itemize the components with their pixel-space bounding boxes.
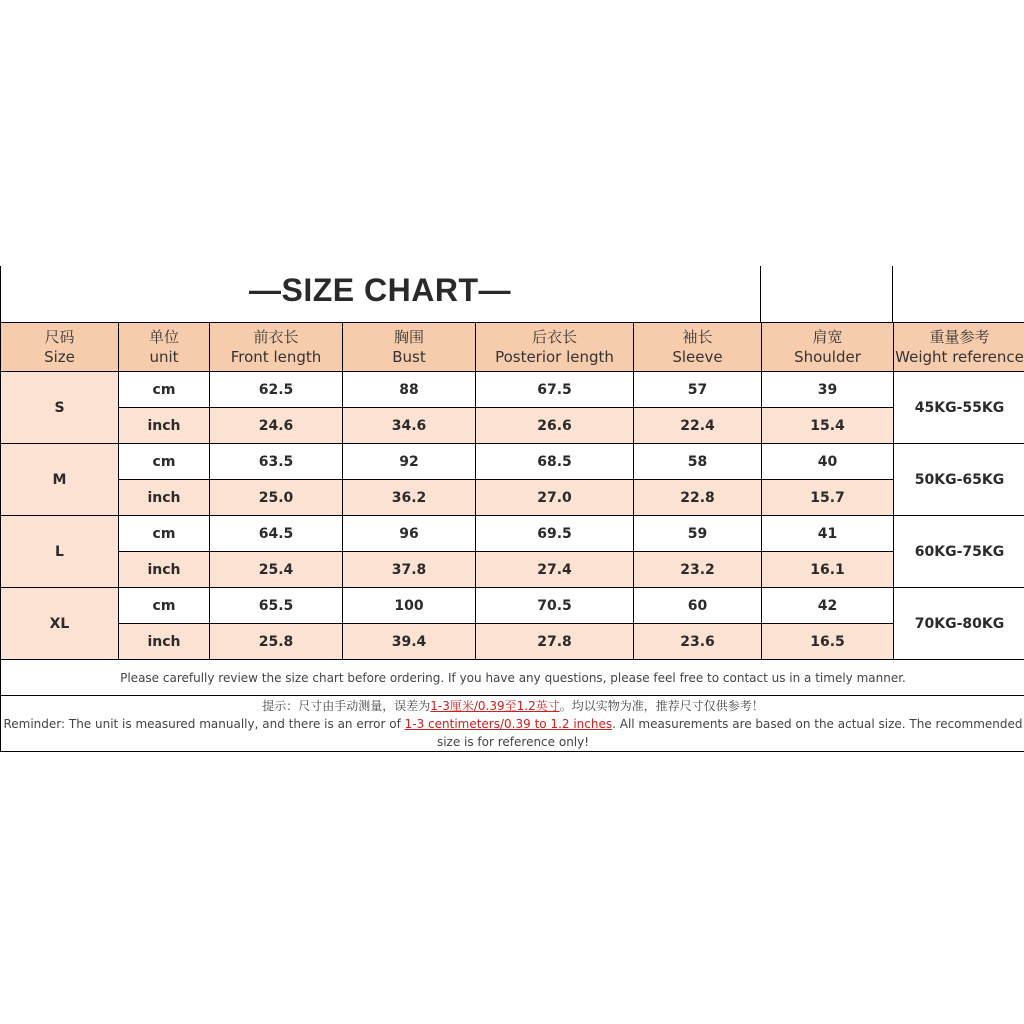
- table-row: [1, 444, 1024, 480]
- table-row: [1, 624, 1024, 660]
- shoulder-value: 39: [762, 372, 894, 408]
- weight-reference-value: 45KG-55KG: [894, 372, 1024, 444]
- posterior-value: 27.8: [476, 624, 634, 660]
- size-chart-table: [0, 322, 1024, 752]
- review-note-row: [1, 660, 1024, 696]
- posterior-value: 27.0: [476, 480, 634, 516]
- reminder-cn-text: 。均以实物为准，推荐尺寸仅供参考！: [559, 698, 764, 713]
- posterior-value: 27.4: [476, 552, 634, 588]
- header-front-length: [210, 323, 343, 372]
- sleeve-value: 60: [634, 588, 762, 624]
- shoulder-value: 15.7: [762, 480, 894, 516]
- header-weight-reference-en: Weight reference: [895, 348, 1024, 366]
- size-label: M: [1, 444, 119, 516]
- sleeve-value: 58: [634, 444, 762, 480]
- reminder-en-text: . All measurements are based on the actual size. The recommended size is for reference only!: [436, 716, 1023, 749]
- header-bust: [343, 323, 476, 372]
- table-row: [1, 480, 1024, 516]
- bust-value: 88: [343, 372, 476, 408]
- header-size-en: Size: [44, 348, 75, 366]
- bust-value: 37.8: [343, 552, 476, 588]
- sleeve-value: 23.2: [634, 552, 762, 588]
- sleeve-value: 23.6: [634, 624, 762, 660]
- bust-value: 92: [343, 444, 476, 480]
- size-label: L: [1, 516, 119, 588]
- header-weight-reference: [894, 323, 1024, 372]
- header-front-length-cn: 前衣长: [253, 328, 299, 346]
- bust-value: 96: [343, 516, 476, 552]
- bust-value: 39.4: [343, 624, 476, 660]
- front-value: 65.5: [210, 588, 343, 624]
- front-value: 25.4: [210, 552, 343, 588]
- title-row: [0, 266, 1024, 322]
- bust-value: 100: [343, 588, 476, 624]
- weight-reference-value: 70KG-80KG: [894, 588, 1024, 660]
- front-value: 63.5: [210, 444, 343, 480]
- title-divider: [760, 266, 761, 322]
- header-shoulder-en: Shoulder: [794, 348, 861, 366]
- front-value: 64.5: [210, 516, 343, 552]
- unit-cell: cm: [119, 372, 210, 408]
- reminder-en-text: Reminder: The unit is measured manually, and there is an error of: [3, 716, 405, 731]
- shoulder-value: 40: [762, 444, 894, 480]
- sleeve-value: 57: [634, 372, 762, 408]
- header-posterior-length-en: Posterior length: [495, 348, 614, 366]
- shoulder-value: 16.1: [762, 552, 894, 588]
- size-label: S: [1, 372, 119, 444]
- header-posterior-length: [476, 323, 634, 372]
- reminder-cn-text: 提示：尺寸由手动测量，误差为: [262, 698, 431, 713]
- header-bust-cn: 胸围: [393, 328, 424, 346]
- posterior-value: 26.6: [476, 408, 634, 444]
- sleeve-value: 22.8: [634, 480, 762, 516]
- unit-cell: inch: [119, 408, 210, 444]
- unit-cell: cm: [119, 588, 210, 624]
- bust-value: 36.2: [343, 480, 476, 516]
- unit-cell: cm: [119, 516, 210, 552]
- header-unit-en: unit: [149, 348, 179, 366]
- header-posterior-length-cn: 后衣长: [531, 328, 577, 346]
- unit-cell: inch: [119, 624, 210, 660]
- header-shoulder-cn: 肩宽: [812, 328, 843, 346]
- title-divider: [892, 266, 893, 322]
- shoulder-value: 42: [762, 588, 894, 624]
- header-shoulder: [762, 323, 894, 372]
- reminder-en: [1, 715, 1024, 751]
- reminder-note: [1, 696, 1024, 752]
- review-note: Please carefully review the size chart before ordering. If you have any questions, please feel free to contact us in a timely manner.: [1, 660, 1024, 696]
- unit-cell: inch: [119, 480, 210, 516]
- header-size-cn: 尺码: [44, 328, 75, 346]
- table-row: [1, 372, 1024, 408]
- header-unit-cn: 单位: [148, 328, 179, 346]
- posterior-value: 69.5: [476, 516, 634, 552]
- reminder-note-row: [1, 696, 1024, 752]
- table-row: [1, 588, 1024, 624]
- front-value: 62.5: [210, 372, 343, 408]
- front-value: 25.8: [210, 624, 343, 660]
- size-chart-title: —SIZE CHART—: [249, 272, 511, 308]
- size-label: XL: [1, 588, 119, 660]
- posterior-value: 67.5: [476, 372, 634, 408]
- weight-reference-value: 50KG-65KG: [894, 444, 1024, 516]
- front-value: 24.6: [210, 408, 343, 444]
- table-row: [1, 408, 1024, 444]
- table-row: [1, 516, 1024, 552]
- reminder-en-error-range: 1-3 centimeters/0.39 to 1.2 inches: [404, 716, 613, 731]
- weight-reference-value: 60KG-75KG: [894, 516, 1024, 588]
- unit-cell: inch: [119, 552, 210, 588]
- table-row: [1, 552, 1024, 588]
- unit-cell: cm: [119, 444, 210, 480]
- sleeve-value: 22.4: [634, 408, 762, 444]
- shoulder-value: 41: [762, 516, 894, 552]
- header-sleeve: [634, 323, 762, 372]
- header-row: [1, 323, 1024, 372]
- header-front-length-en: Front length: [230, 348, 322, 366]
- reminder-cn: [1, 697, 1024, 715]
- header-sleeve-en: Sleeve: [672, 348, 723, 366]
- reminder-cn-error-range: 1-3厘米/0.39至1.2英寸: [430, 698, 560, 713]
- front-value: 25.0: [210, 480, 343, 516]
- shoulder-value: 15.4: [762, 408, 894, 444]
- shoulder-value: 16.5: [762, 624, 894, 660]
- header-unit: [119, 323, 210, 372]
- header-size: [1, 323, 119, 372]
- header-sleeve-cn: 袖长: [682, 328, 713, 346]
- sleeve-value: 59: [634, 516, 762, 552]
- header-weight-reference-cn: 重量参考: [929, 328, 990, 346]
- bust-value: 34.6: [343, 408, 476, 444]
- header-bust-en: Bust: [392, 348, 426, 366]
- posterior-value: 70.5: [476, 588, 634, 624]
- posterior-value: 68.5: [476, 444, 634, 480]
